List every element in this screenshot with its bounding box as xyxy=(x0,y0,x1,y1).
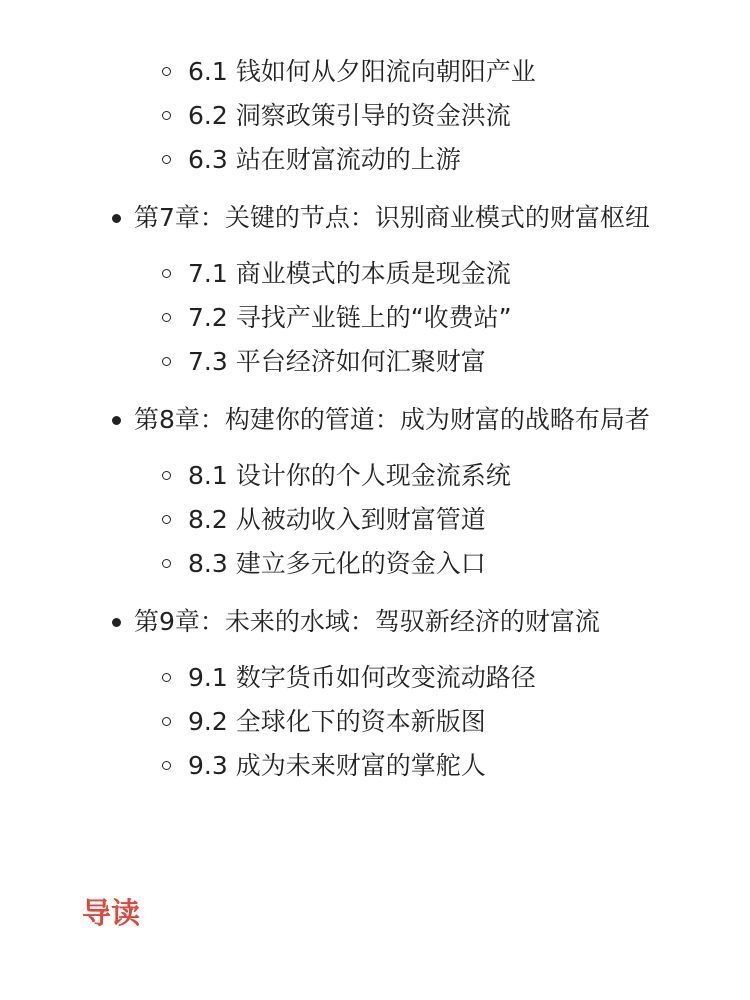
section-heading: 导读 xyxy=(82,896,141,930)
list-item-text: 8.1 设计你的个人现金流系统 xyxy=(188,461,511,490)
list-item xyxy=(0,744,750,788)
hollow-bullet-icon xyxy=(162,559,171,568)
list-item xyxy=(0,94,750,138)
list-item-text: 8.3 建立多元化的资金入口 xyxy=(188,549,486,578)
chapter-title-text: 第9章：未来的水域：驾驭新经济的财富流 xyxy=(134,607,600,636)
list-item xyxy=(0,656,750,700)
chapter-7 xyxy=(0,198,750,384)
list-item xyxy=(0,50,750,94)
list-item xyxy=(0,252,750,296)
hollow-bullet-icon xyxy=(162,313,171,322)
hollow-bullet-icon xyxy=(162,717,171,726)
spacer xyxy=(0,384,750,400)
hollow-bullet-icon xyxy=(162,111,171,120)
list-item xyxy=(0,542,750,586)
list-item-text: 7.1 商业模式的本质是现金流 xyxy=(188,259,511,288)
chapter-6-continued xyxy=(0,50,750,182)
chapter-8 xyxy=(0,400,750,586)
filled-bullet-icon xyxy=(112,618,121,627)
spacer xyxy=(0,182,750,198)
chapter-title-text: 第8章：构建你的管道：成为财富的战略布局者 xyxy=(134,405,650,434)
list-item xyxy=(0,296,750,340)
list-item-text: 7.3 平台经济如何汇聚财富 xyxy=(188,347,486,376)
hollow-bullet-icon xyxy=(162,155,171,164)
chapter-6-subitems xyxy=(0,50,750,182)
list-item xyxy=(0,340,750,384)
list-item-text: 7.2 寻找产业链上的“收费站” xyxy=(188,303,512,332)
table-of-contents xyxy=(0,50,750,788)
chapter-9-subitems xyxy=(0,656,750,788)
filled-bullet-icon xyxy=(112,416,121,425)
chapter-title xyxy=(0,198,750,238)
list-item xyxy=(0,138,750,182)
list-item xyxy=(0,700,750,744)
list-item-text: 9.3 成为未来财富的掌舵人 xyxy=(188,751,486,780)
chapter-9 xyxy=(0,602,750,788)
chapter-7-subitems xyxy=(0,252,750,384)
chapter-title xyxy=(0,400,750,440)
list-item xyxy=(0,498,750,542)
chapter-8-subitems xyxy=(0,454,750,586)
chapter-title xyxy=(0,602,750,642)
chapter-title-text: 第7章：关键的节点：识别商业模式的财富枢纽 xyxy=(134,203,650,232)
list-item-text: 8.2 从被动收入到财富管道 xyxy=(188,505,486,534)
hollow-bullet-icon xyxy=(162,67,171,76)
hollow-bullet-icon xyxy=(162,673,171,682)
hollow-bullet-icon xyxy=(162,269,171,278)
filled-bullet-icon xyxy=(112,214,121,223)
list-item-text: 6.1 钱如何从夕阳流向朝阳产业 xyxy=(188,57,536,86)
list-item xyxy=(0,454,750,498)
spacer xyxy=(0,586,750,602)
list-item-text: 9.1 数字货币如何改变流动路径 xyxy=(188,663,536,692)
list-item-text: 9.2 全球化下的资本新版图 xyxy=(188,707,486,736)
hollow-bullet-icon xyxy=(162,357,171,366)
hollow-bullet-icon xyxy=(162,471,171,480)
hollow-bullet-icon xyxy=(162,515,171,524)
list-item-text: 6.3 站在财富流动的上游 xyxy=(188,145,461,174)
list-item-text: 6.2 洞察政策引导的资金洪流 xyxy=(188,101,511,130)
hollow-bullet-icon xyxy=(162,761,171,770)
